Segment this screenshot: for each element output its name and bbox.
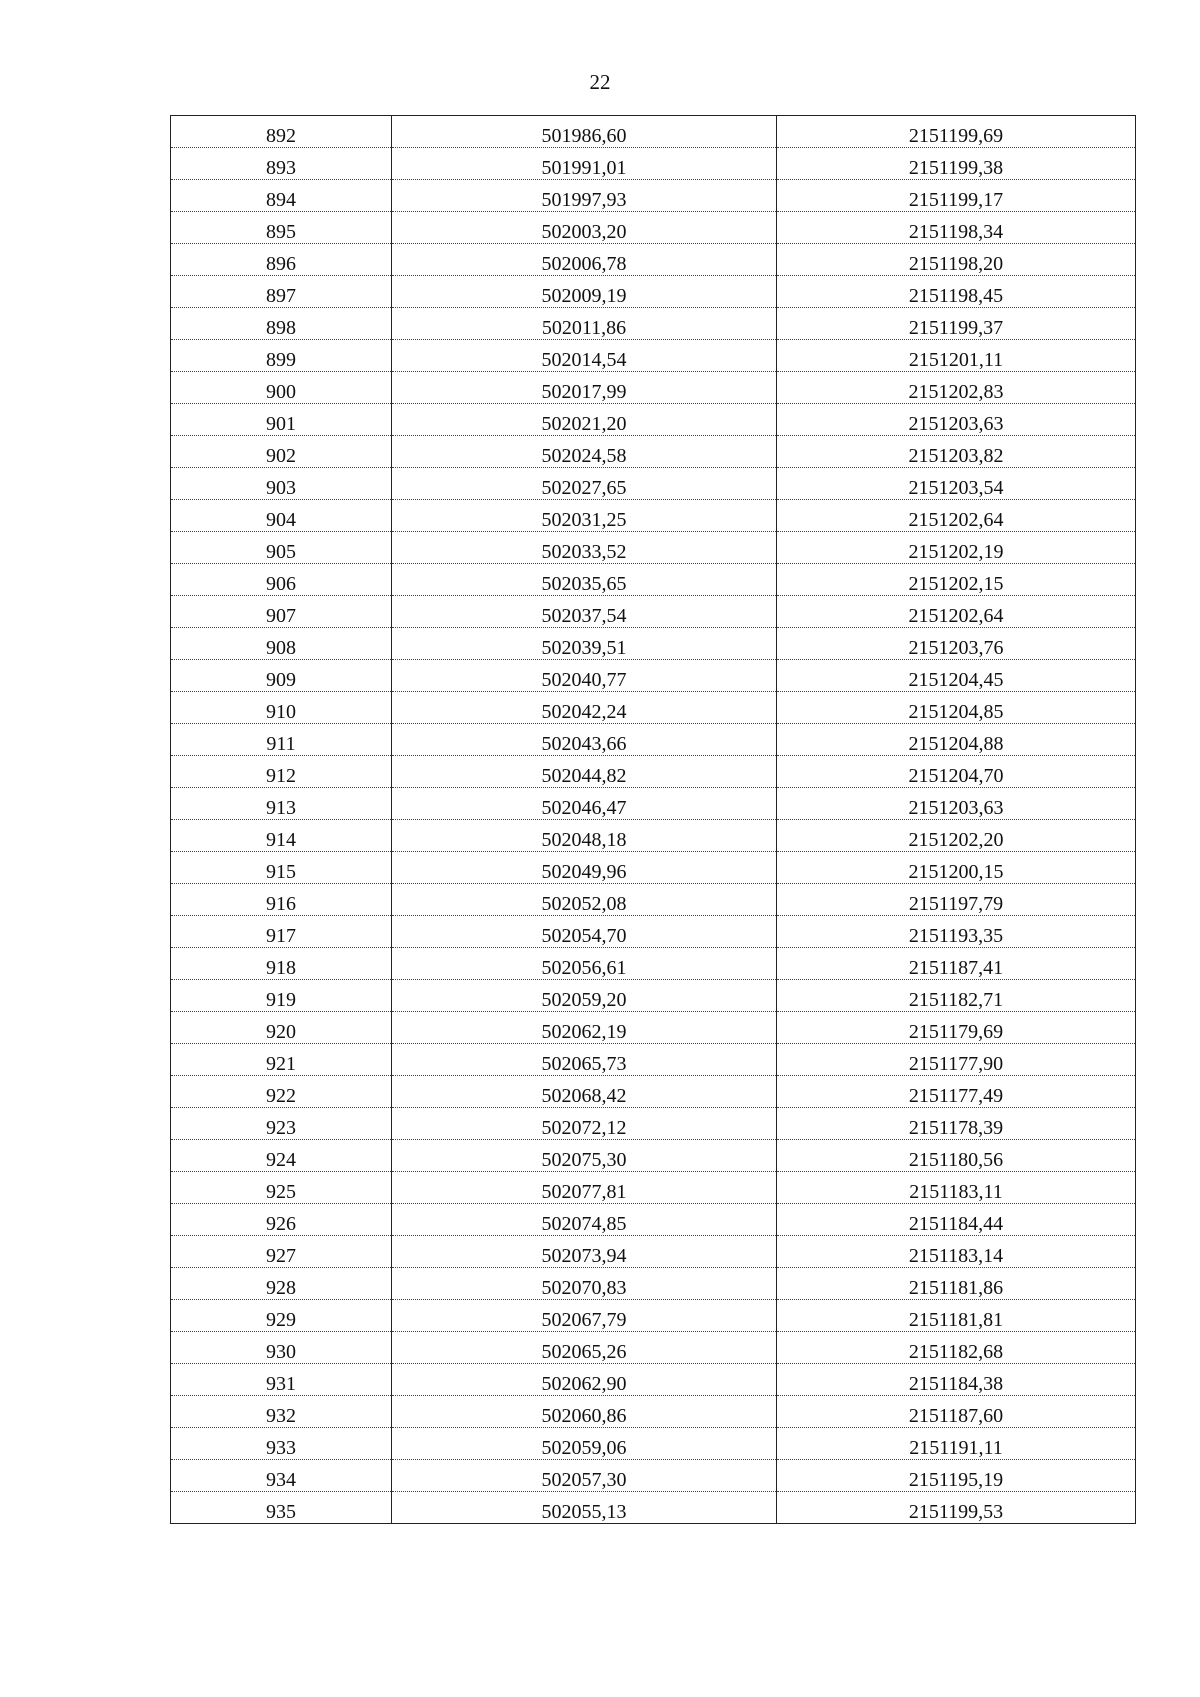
point-number-cell: 925 — [171, 1172, 392, 1204]
y-coordinate-cell: 2151201,11 — [777, 340, 1136, 372]
y-coordinate-cell: 2151204,70 — [777, 756, 1136, 788]
y-coordinate-cell: 2151202,20 — [777, 820, 1136, 852]
point-number-cell: 929 — [171, 1300, 392, 1332]
point-number-cell: 892 — [171, 116, 392, 148]
table-row — [171, 1140, 1136, 1172]
table-row — [171, 148, 1136, 180]
x-coordinate-cell: 502044,82 — [392, 756, 777, 788]
y-coordinate-cell: 2151181,86 — [777, 1268, 1136, 1300]
x-coordinate-cell: 502037,54 — [392, 596, 777, 628]
x-coordinate-cell: 501997,93 — [392, 180, 777, 212]
x-coordinate-cell: 502073,94 — [392, 1236, 777, 1268]
x-coordinate-cell: 502068,42 — [392, 1076, 777, 1108]
point-number-cell: 935 — [171, 1492, 392, 1524]
x-coordinate-cell: 502046,47 — [392, 788, 777, 820]
y-coordinate-cell: 2151198,20 — [777, 244, 1136, 276]
y-coordinate-cell: 2151178,39 — [777, 1108, 1136, 1140]
y-coordinate-cell: 2151203,63 — [777, 404, 1136, 436]
point-number-cell: 917 — [171, 916, 392, 948]
y-coordinate-cell: 2151181,81 — [777, 1300, 1136, 1332]
y-coordinate-cell: 2151177,49 — [777, 1076, 1136, 1108]
table-row — [171, 724, 1136, 756]
point-number-cell: 933 — [171, 1428, 392, 1460]
table-row — [171, 916, 1136, 948]
table-row — [171, 404, 1136, 436]
y-coordinate-cell: 2151182,71 — [777, 980, 1136, 1012]
x-coordinate-cell: 502042,24 — [392, 692, 777, 724]
point-number-cell: 915 — [171, 852, 392, 884]
x-coordinate-cell: 502021,20 — [392, 404, 777, 436]
y-coordinate-cell: 2151199,53 — [777, 1492, 1136, 1524]
point-number-cell: 914 — [171, 820, 392, 852]
y-coordinate-cell: 2151202,64 — [777, 500, 1136, 532]
x-coordinate-cell: 502043,66 — [392, 724, 777, 756]
y-coordinate-cell: 2151199,38 — [777, 148, 1136, 180]
point-number-cell: 916 — [171, 884, 392, 916]
table-row — [171, 980, 1136, 1012]
point-number-cell: 893 — [171, 148, 392, 180]
x-coordinate-cell: 502040,77 — [392, 660, 777, 692]
point-number-cell: 898 — [171, 308, 392, 340]
x-coordinate-cell: 502009,19 — [392, 276, 777, 308]
x-coordinate-cell: 502052,08 — [392, 884, 777, 916]
y-coordinate-cell: 2151199,69 — [777, 116, 1136, 148]
x-coordinate-cell: 502056,61 — [392, 948, 777, 980]
x-coordinate-cell: 502048,18 — [392, 820, 777, 852]
point-number-cell: 926 — [171, 1204, 392, 1236]
x-coordinate-cell: 502049,96 — [392, 852, 777, 884]
table-row — [171, 116, 1136, 148]
table-row — [171, 820, 1136, 852]
y-coordinate-cell: 2151197,79 — [777, 884, 1136, 916]
y-coordinate-cell: 2151187,60 — [777, 1396, 1136, 1428]
x-coordinate-cell: 502035,65 — [392, 564, 777, 596]
point-number-cell: 903 — [171, 468, 392, 500]
table-row — [171, 1076, 1136, 1108]
table-row — [171, 788, 1136, 820]
y-coordinate-cell: 2151179,69 — [777, 1012, 1136, 1044]
table-row — [171, 628, 1136, 660]
point-number-cell: 907 — [171, 596, 392, 628]
x-coordinate-cell: 501991,01 — [392, 148, 777, 180]
y-coordinate-cell: 2151204,88 — [777, 724, 1136, 756]
x-coordinate-cell: 502059,20 — [392, 980, 777, 1012]
x-coordinate-cell: 502011,86 — [392, 308, 777, 340]
table-row — [171, 1396, 1136, 1428]
x-coordinate-cell: 502057,30 — [392, 1460, 777, 1492]
y-coordinate-cell: 2151182,68 — [777, 1332, 1136, 1364]
table-row — [171, 372, 1136, 404]
table-row — [171, 436, 1136, 468]
point-number-cell: 930 — [171, 1332, 392, 1364]
x-coordinate-cell: 502070,83 — [392, 1268, 777, 1300]
point-number-cell: 902 — [171, 436, 392, 468]
table-row — [171, 1364, 1136, 1396]
table-row — [171, 948, 1136, 980]
y-coordinate-cell: 2151177,90 — [777, 1044, 1136, 1076]
table-row — [171, 1300, 1136, 1332]
x-coordinate-cell: 502072,12 — [392, 1108, 777, 1140]
table-row — [171, 1172, 1136, 1204]
x-coordinate-cell: 502017,99 — [392, 372, 777, 404]
point-number-cell: 906 — [171, 564, 392, 596]
y-coordinate-cell: 2151195,19 — [777, 1460, 1136, 1492]
table-row — [171, 692, 1136, 724]
table-row — [171, 1204, 1136, 1236]
table-row — [171, 276, 1136, 308]
x-coordinate-cell: 502077,81 — [392, 1172, 777, 1204]
x-coordinate-cell: 502055,13 — [392, 1492, 777, 1524]
table-row — [171, 212, 1136, 244]
point-number-cell: 927 — [171, 1236, 392, 1268]
point-number-cell: 928 — [171, 1268, 392, 1300]
y-coordinate-cell: 2151204,85 — [777, 692, 1136, 724]
table-row — [171, 1108, 1136, 1140]
x-coordinate-cell: 502033,52 — [392, 532, 777, 564]
table-row — [171, 1236, 1136, 1268]
x-coordinate-cell: 502027,65 — [392, 468, 777, 500]
point-number-cell: 919 — [171, 980, 392, 1012]
point-number-cell: 900 — [171, 372, 392, 404]
point-number-cell: 894 — [171, 180, 392, 212]
x-coordinate-cell: 502065,73 — [392, 1044, 777, 1076]
point-number-cell: 924 — [171, 1140, 392, 1172]
point-number-cell: 911 — [171, 724, 392, 756]
y-coordinate-cell: 2151200,15 — [777, 852, 1136, 884]
point-number-cell: 901 — [171, 404, 392, 436]
coordinates-table-body — [171, 116, 1136, 1524]
y-coordinate-cell: 2151184,44 — [777, 1204, 1136, 1236]
table-row — [171, 1428, 1136, 1460]
table-row — [171, 244, 1136, 276]
y-coordinate-cell: 2151191,11 — [777, 1428, 1136, 1460]
table-row — [171, 308, 1136, 340]
y-coordinate-cell: 2151184,38 — [777, 1364, 1136, 1396]
x-coordinate-cell: 502074,85 — [392, 1204, 777, 1236]
table-row — [171, 852, 1136, 884]
x-coordinate-cell: 501986,60 — [392, 116, 777, 148]
x-coordinate-cell: 502065,26 — [392, 1332, 777, 1364]
point-number-cell: 897 — [171, 276, 392, 308]
table-row — [171, 1492, 1136, 1524]
table-row — [171, 1332, 1136, 1364]
x-coordinate-cell: 502039,51 — [392, 628, 777, 660]
point-number-cell: 899 — [171, 340, 392, 372]
x-coordinate-cell: 502062,90 — [392, 1364, 777, 1396]
point-number-cell: 909 — [171, 660, 392, 692]
x-coordinate-cell: 502059,06 — [392, 1428, 777, 1460]
point-number-cell: 920 — [171, 1012, 392, 1044]
point-number-cell: 910 — [171, 692, 392, 724]
x-coordinate-cell: 502075,30 — [392, 1140, 777, 1172]
x-coordinate-cell: 502024,58 — [392, 436, 777, 468]
y-coordinate-cell: 2151180,56 — [777, 1140, 1136, 1172]
y-coordinate-cell: 2151204,45 — [777, 660, 1136, 692]
x-coordinate-cell: 502006,78 — [392, 244, 777, 276]
table-row — [171, 532, 1136, 564]
point-number-cell: 908 — [171, 628, 392, 660]
point-number-cell: 922 — [171, 1076, 392, 1108]
y-coordinate-cell: 2151203,54 — [777, 468, 1136, 500]
table-row — [171, 884, 1136, 916]
x-coordinate-cell: 502031,25 — [392, 500, 777, 532]
y-coordinate-cell: 2151203,82 — [777, 436, 1136, 468]
point-number-cell: 912 — [171, 756, 392, 788]
point-number-cell: 918 — [171, 948, 392, 980]
point-number-cell: 896 — [171, 244, 392, 276]
table-row — [171, 500, 1136, 532]
table-row — [171, 1044, 1136, 1076]
table-row — [171, 756, 1136, 788]
table-row — [171, 340, 1136, 372]
y-coordinate-cell: 2151187,41 — [777, 948, 1136, 980]
table-row — [171, 1268, 1136, 1300]
point-number-cell: 932 — [171, 1396, 392, 1428]
point-number-cell: 923 — [171, 1108, 392, 1140]
table-row — [171, 1012, 1136, 1044]
y-coordinate-cell: 2151203,76 — [777, 628, 1136, 660]
x-coordinate-cell: 502054,70 — [392, 916, 777, 948]
table-row — [171, 1460, 1136, 1492]
y-coordinate-cell: 2151199,17 — [777, 180, 1136, 212]
coordinates-table — [170, 115, 1136, 1524]
x-coordinate-cell: 502067,79 — [392, 1300, 777, 1332]
y-coordinate-cell: 2151183,11 — [777, 1172, 1136, 1204]
y-coordinate-cell: 2151198,34 — [777, 212, 1136, 244]
y-coordinate-cell: 2151202,83 — [777, 372, 1136, 404]
x-coordinate-cell: 502060,86 — [392, 1396, 777, 1428]
table-row — [171, 468, 1136, 500]
point-number-cell: 931 — [171, 1364, 392, 1396]
y-coordinate-cell: 2151202,15 — [777, 564, 1136, 596]
x-coordinate-cell: 502062,19 — [392, 1012, 777, 1044]
x-coordinate-cell: 502014,54 — [392, 340, 777, 372]
point-number-cell: 895 — [171, 212, 392, 244]
y-coordinate-cell: 2151202,64 — [777, 596, 1136, 628]
page-number: 22 — [589, 70, 611, 94]
point-number-cell: 905 — [171, 532, 392, 564]
table-row — [171, 660, 1136, 692]
y-coordinate-cell: 2151198,45 — [777, 276, 1136, 308]
table-row — [171, 596, 1136, 628]
point-number-cell: 904 — [171, 500, 392, 532]
y-coordinate-cell: 2151202,19 — [777, 532, 1136, 564]
y-coordinate-cell: 2151193,35 — [777, 916, 1136, 948]
table-row — [171, 180, 1136, 212]
x-coordinate-cell: 502003,20 — [392, 212, 777, 244]
y-coordinate-cell: 2151199,37 — [777, 308, 1136, 340]
table-row — [171, 564, 1136, 596]
point-number-cell: 934 — [171, 1460, 392, 1492]
point-number-cell: 921 — [171, 1044, 392, 1076]
y-coordinate-cell: 2151183,14 — [777, 1236, 1136, 1268]
y-coordinate-cell: 2151203,63 — [777, 788, 1136, 820]
point-number-cell: 913 — [171, 788, 392, 820]
